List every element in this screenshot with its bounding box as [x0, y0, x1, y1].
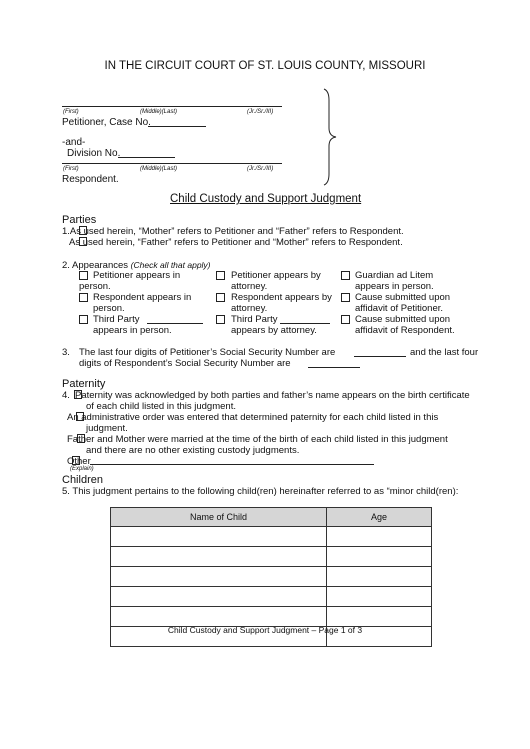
respondent-label: Respondent.: [62, 174, 119, 185]
ssn-line-2-text: digits of Respondent’s Social Security Number are: [79, 358, 291, 369]
third-party-by-attorney-checkbox[interactable]: [216, 315, 225, 324]
petitioner-by-attorney-checkbox[interactable]: [216, 271, 225, 280]
third-party-in-person-checkbox[interactable]: [79, 315, 88, 324]
table-row: [111, 567, 432, 587]
parties-option-1-text: 1.As used herein, “Mother” refers to Petitioner and “Father” refers to Respondent.: [62, 226, 404, 237]
children-heading: Children: [62, 474, 103, 486]
paternity-other-line[interactable]: [90, 464, 374, 465]
paternity-heading: Paternity: [62, 378, 106, 390]
middle-last-label-2: (Middle)(Last): [140, 166, 178, 172]
child-age-cell[interactable]: [327, 567, 432, 587]
affidavit-respondent-l2: affidavit of Respondent.: [355, 325, 455, 336]
court-heading: IN THE CIRCUIT COURT OF ST. LOUIS COUNTY, MISSOURI: [104, 60, 426, 72]
first-label-2: (First): [63, 166, 79, 172]
petitioner-by-attorney-l1: Petitioner appears by: [231, 270, 321, 281]
respondent-in-person-checkbox[interactable]: [79, 293, 88, 302]
appearances-label: 2. Appearances: [62, 260, 129, 271]
petitioner-case-label: Petitioner, Case No.: [62, 117, 151, 128]
child-name-cell[interactable]: [111, 527, 327, 547]
guardian-ad-litem-checkbox[interactable]: [341, 271, 350, 280]
ssn-line-1-text: The last four digits of Petitioner’s Social Security Number are: [79, 347, 336, 358]
paternity-married-l1: Father and Mother were married at the time of the birth of each child listed in this judgment: [67, 434, 448, 445]
respondent-ssn-line[interactable]: [308, 367, 360, 368]
table-row: [111, 527, 432, 547]
third-party-by-attorney-l1: Third Party: [231, 314, 278, 325]
name-of-child-header: Name of Child: [111, 508, 327, 527]
child-age-cell[interactable]: [327, 607, 432, 627]
child-name-cell[interactable]: [111, 607, 327, 627]
respondent-in-person-l1: Respondent appears in: [93, 292, 192, 303]
paternity-administrative-l2: judgment.: [86, 423, 128, 434]
appearances-hint: (Check all that apply): [130, 260, 211, 270]
third-party-in-person-l1: Third Party: [93, 314, 140, 325]
suffix-label: (Jr./Sr./III): [247, 109, 274, 115]
respondent-by-attorney-l2: attorney.: [231, 303, 268, 314]
explain-label: (Explain): [70, 466, 94, 472]
affidavit-petitioner-l1: Cause submitted upon: [355, 292, 451, 303]
petitioner-name-line[interactable]: [62, 106, 282, 107]
guardian-ad-litem-l2: appears in person.: [355, 281, 434, 292]
division-label: Division No.: [67, 148, 121, 159]
parties-heading: Parties: [62, 214, 97, 226]
child-name-cell[interactable]: [111, 587, 327, 607]
child-age-cell[interactable]: [327, 547, 432, 567]
children-table-header: [111, 508, 432, 527]
paternity-administrative-l1: An administrative order was entered that determined paternity for each child listed in this: [67, 412, 439, 423]
child-age-cell[interactable]: [327, 587, 432, 607]
suffix-label-2: (Jr./Sr./III): [247, 166, 274, 172]
petitioner-by-attorney-l2: attorney.: [231, 281, 268, 292]
document-title: Child Custody and Support Judgment: [170, 193, 362, 205]
respondent-by-attorney-checkbox[interactable]: [216, 293, 225, 302]
paternity-number: 4.: [62, 390, 70, 401]
petitioner-in-person-l1: Petitioner appears in: [93, 270, 181, 281]
caption-brace-icon: [318, 88, 340, 186]
affidavit-respondent-checkbox[interactable]: [341, 315, 350, 324]
children-intro: 5. This judgment pertains to the following child(ren) hereinafter referred to as “minor child(ren):: [62, 486, 459, 497]
page-footer: Child Custody and Support Judgment – Page 1 of 3: [167, 625, 363, 635]
and-label: -and-: [62, 137, 86, 148]
third-party-by-attorney-l2: appears by attorney.: [231, 325, 317, 336]
guardian-ad-litem-l1: Guardian ad Litem: [355, 270, 434, 281]
child-name-cell[interactable]: [111, 567, 327, 587]
paternity-acknowledged-l2: of each child listed in this judgment.: [86, 401, 236, 412]
petitioner-in-person-checkbox[interactable]: [79, 271, 88, 280]
table-row: [111, 547, 432, 567]
petitioner-in-person-l2: person.: [79, 281, 111, 292]
middle-last-label: (Middle)(Last): [140, 109, 178, 115]
age-header: Age: [327, 508, 432, 527]
parties-option-2-checkbox[interactable]: [79, 237, 87, 246]
paternity-other-label: Other: [67, 456, 91, 467]
ssn-number: 3.: [62, 347, 70, 358]
ssn-line-1-end: and the last four: [410, 347, 479, 358]
table-row: [111, 587, 432, 607]
table-row: [111, 607, 432, 627]
affidavit-respondent-l1: Cause submitted upon: [355, 314, 451, 325]
third-party-by-attorney-line[interactable]: [280, 323, 330, 324]
parties-option-2-text: As used herein, “Father” refers to Petitioner and “Mother” refers to Respondent.: [69, 237, 403, 248]
child-name-cell[interactable]: [111, 547, 327, 567]
affidavit-petitioner-checkbox[interactable]: [341, 293, 350, 302]
petitioner-ssn-line[interactable]: [354, 356, 406, 357]
first-label: (First): [63, 109, 79, 115]
parties-option-1-checkbox[interactable]: [79, 226, 87, 235]
third-party-in-person-l2: appears in person.: [93, 325, 172, 336]
respondent-by-attorney-l1: Respondent appears by: [231, 292, 332, 303]
child-age-cell[interactable]: [327, 527, 432, 547]
affidavit-petitioner-l2: affidavit of Petitioner.: [355, 303, 444, 314]
third-party-in-person-line[interactable]: [147, 323, 203, 324]
respondent-in-person-l2: person.: [93, 303, 125, 314]
case-number-line[interactable]: [148, 126, 206, 127]
paternity-married-l2: and there are no other existing custody judgments.: [86, 445, 300, 456]
division-number-line[interactable]: [118, 157, 175, 158]
paternity-acknowledged-l1: Paternity was acknowledged by both parties and father’s name appears on the birth certificate: [75, 390, 470, 401]
respondent-name-line[interactable]: [62, 163, 282, 164]
